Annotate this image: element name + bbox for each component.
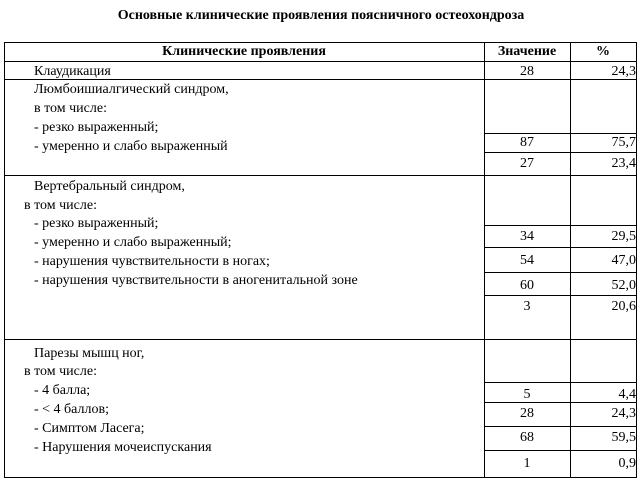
header-percent: % <box>596 44 610 59</box>
group-sublabel: в том числе: <box>24 364 97 379</box>
list-item: - Симптом Ласега; <box>34 421 145 436</box>
row-value: 87 <box>520 135 534 150</box>
cell-divider <box>484 152 637 153</box>
list-item: - умеренно и слабо выраженный; <box>34 235 232 250</box>
list-item: - нарушения чувствительности в аногенитальной зоне <box>34 273 358 288</box>
row-value: 54 <box>520 253 534 268</box>
cell-divider <box>484 382 637 383</box>
row-percent: 29,5 <box>611 229 636 244</box>
list-item: - < 4 баллов; <box>34 402 109 417</box>
cell-divider <box>484 450 637 451</box>
row-percent: 4,4 <box>618 387 636 402</box>
row-percent: 59,5 <box>611 430 636 445</box>
row-divider <box>4 339 637 340</box>
page-title: Основные клинические проявления поясничного остеохондроза <box>117 8 525 23</box>
row-value: 60 <box>520 278 534 293</box>
row-value: 27 <box>520 156 534 171</box>
group-sublabel: в том числе: <box>34 101 107 116</box>
header-clinical: Клинические проявления <box>162 44 326 59</box>
list-item: - умеренно и слабо выраженный <box>34 139 228 154</box>
cell-divider <box>484 295 637 296</box>
cell-divider <box>484 272 637 273</box>
list-item: - резко выраженный; <box>34 120 159 135</box>
cell-divider <box>484 225 637 226</box>
group-label: Вертебральный синдром, <box>34 179 185 194</box>
row-divider <box>4 175 637 176</box>
list-item: - нарушения чувствительности в ногах; <box>34 254 270 269</box>
row-value: 3 <box>523 299 531 314</box>
header-value: Значение <box>497 44 557 59</box>
row-percent: 23,4 <box>611 156 636 171</box>
row-percent: 47,0 <box>611 253 636 268</box>
row-percent: 20,6 <box>611 299 636 314</box>
list-item: - Нарушения мочеиспускания <box>34 440 212 455</box>
table-border-left <box>4 42 5 478</box>
group-sublabel: в том числе: <box>24 198 97 213</box>
cell-divider <box>484 402 637 403</box>
row-percent: 0,9 <box>618 456 636 471</box>
row-value: 1 <box>523 456 531 471</box>
row-percent: 75,7 <box>611 135 636 150</box>
table-border-right <box>636 42 637 478</box>
cell-divider <box>484 247 637 248</box>
row-percent: 24,3 <box>611 64 636 79</box>
list-item: - резко выраженный; <box>34 216 159 231</box>
row-value: 28 <box>520 406 534 421</box>
row-percent: 24,3 <box>611 406 636 421</box>
group-label: Парезы мышц ног, <box>34 346 145 361</box>
row-value: 34 <box>520 229 534 244</box>
row-value: 68 <box>520 430 534 445</box>
cell-divider <box>484 426 637 427</box>
row-value: 28 <box>520 64 534 79</box>
list-item: - 4 балла; <box>34 383 91 398</box>
group-label: Люмбоишиалгический синдром, <box>34 82 229 97</box>
row-value: 5 <box>523 387 531 402</box>
table-border-bottom <box>4 477 637 478</box>
row-percent: 52,0 <box>611 278 636 293</box>
row-label: Клаудикация <box>34 64 111 79</box>
